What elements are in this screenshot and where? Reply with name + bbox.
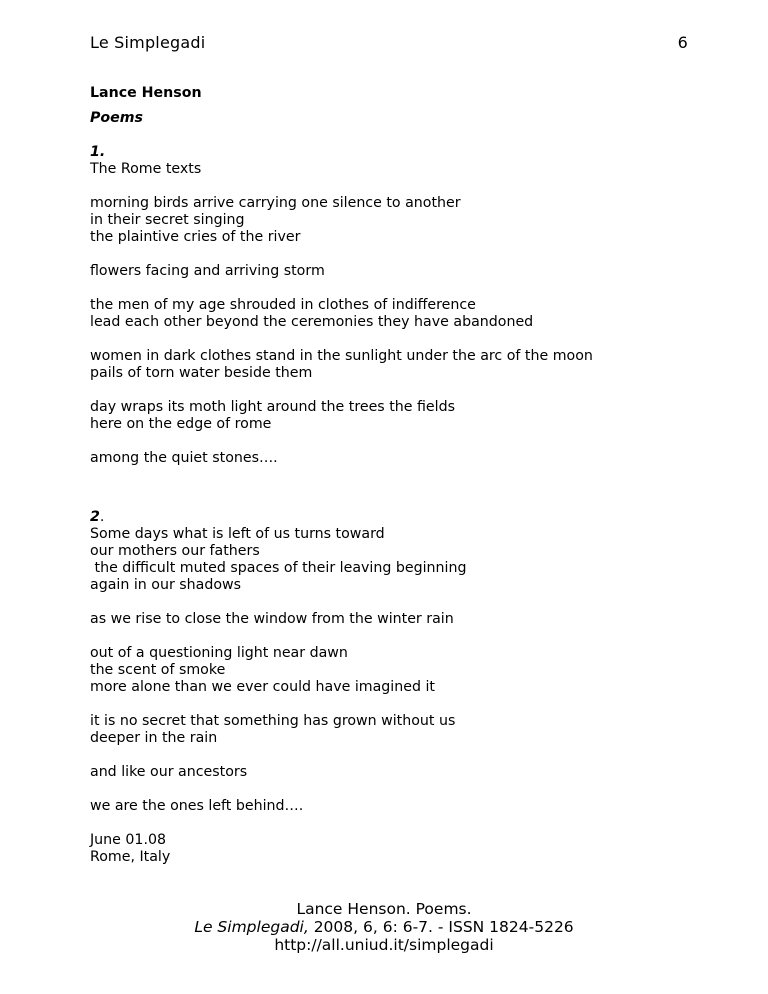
- poem-1-title: The Rome texts: [90, 161, 202, 177]
- stanza: [90, 399, 690, 433]
- footer-url: http://all.uniud.it/simplegadi: [274, 936, 494, 954]
- poem-1-stanzas: [90, 195, 690, 467]
- stanza: [90, 645, 690, 696]
- stanza: [90, 450, 690, 467]
- poem-line: the difficult muted spaces of their leaving beginning: [90, 560, 467, 576]
- stanza: [90, 195, 690, 246]
- poem-line: out of a questioning light near dawn: [90, 645, 348, 661]
- poem-line: Rome, Italy: [90, 849, 171, 865]
- poem-line: the men of my age shrouded in clothes of indifference: [90, 297, 476, 313]
- poem-2-stanzas: [90, 526, 690, 866]
- section-subtitle: Poems: [90, 110, 143, 126]
- poem-line: and like our ancestors: [90, 764, 248, 780]
- poem-line: among the quiet stones….: [90, 450, 278, 466]
- poem-line: women in dark clothes stand in the sunlight under the arc of the moon: [90, 348, 593, 364]
- poem-line: pails of torn water beside them: [90, 365, 313, 381]
- poem-line: the scent of smoke: [90, 662, 226, 678]
- stanza: [90, 713, 690, 747]
- poem-1: [90, 144, 690, 484]
- poem-1-number: 1.: [90, 144, 106, 160]
- poem-2-number: 2.: [90, 509, 105, 525]
- poem-line: deeper in the rain: [90, 730, 218, 746]
- poem-line: Some days what is left of us turns toward: [90, 526, 385, 542]
- poem-line: June 01.08: [90, 832, 167, 848]
- stanza: [90, 832, 690, 866]
- poem-line: day wraps its moth light around the trees the fields: [90, 399, 455, 415]
- journal-name: Le Simplegadi: [90, 33, 206, 52]
- poem-line: it is no secret that something has grown without us: [90, 713, 456, 729]
- poem-line: our mothers our fathers: [90, 543, 260, 559]
- citation-footer: [0, 900, 768, 954]
- stanza: [90, 348, 690, 382]
- poem-line: more alone than we ever could have imagined it: [90, 679, 435, 695]
- footer-line-1: Lance Henson. Poems.: [296, 900, 472, 918]
- stanza: [90, 798, 690, 815]
- stanza: [90, 764, 690, 781]
- poem-line: flowers facing and arriving storm: [90, 263, 325, 279]
- stanza: [90, 297, 690, 331]
- running-header: [90, 34, 688, 60]
- poem-line: as we rise to close the window from the winter rain: [90, 611, 454, 627]
- stanza: [90, 526, 690, 594]
- poem-line: the plaintive cries of the river: [90, 229, 301, 245]
- footer-line-2: Le Simplegadi, 2008, 6, 6: 6-7. - ISSN 1824-5226: [194, 918, 574, 936]
- poem-line: here on the edge of rome: [90, 416, 272, 432]
- poem-2: [90, 509, 690, 883]
- page-number: 6: [677, 33, 688, 52]
- author-name: Lance Henson: [90, 85, 202, 101]
- poem-line: again in our shadows: [90, 577, 242, 593]
- poem-line: in their secret singing: [90, 212, 245, 228]
- stanza: [90, 611, 690, 628]
- poem-line: morning birds arrive carrying one silence to another: [90, 195, 461, 211]
- poem-line: we are the ones left behind….: [90, 798, 304, 814]
- stanza: [90, 263, 690, 280]
- poem-line: lead each other beyond the ceremonies they have abandoned: [90, 314, 534, 330]
